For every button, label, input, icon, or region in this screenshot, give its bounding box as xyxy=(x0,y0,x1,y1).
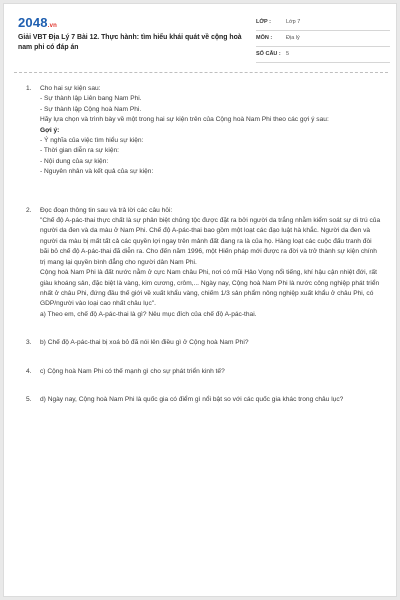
question-number: 1. xyxy=(26,85,32,92)
q1-line: - Sự thành lập Cộng hoà Nam Phi. xyxy=(40,105,142,113)
header-divider xyxy=(14,72,388,73)
hint-label: Gợi ý: xyxy=(40,126,60,134)
question-4 xyxy=(26,367,382,377)
question-3 xyxy=(26,338,382,348)
hint-item: - Nội dung của sự kiện: xyxy=(40,157,109,165)
q2-sub-question-a: a) Theo em, chế độ A-pác-thai là gì? Nêu mục đích của chế độ A-pác-thai. xyxy=(40,310,257,318)
q1-line: Hãy lựa chọn và trình bày về một trong hai sự kiện trên của Cộng hoà Nam Phi theo các gợi ý sau: xyxy=(40,116,329,124)
question-1 xyxy=(26,84,382,178)
meta-label-subject: MÔN : xyxy=(256,35,273,41)
q2-paragraph-2: Cộng hoà Nam Phi là đất nước nằm ở cực Nam châu Phi, nơi có mũi Hảo Vọng nổi tiếng, khí hậu cận nhiệt đới, rất giàu khoáng sản, đặc biệt là vàng, kim cương, crôm,... Ngày nay, Cộng hoà Nam Phi là nước công nghiệp phát triển nhất ở châu Phi, đứng đầu thế giới về xuất khẩu vàng, chiếm 1/3 sản phẩm nông nghiệp xuất khẩu ở châu Phi, có GDP/người vào loại cao nhất châu lục". xyxy=(40,269,380,308)
hint-item: - Thời gian diễn ra sự kiện: xyxy=(40,147,119,155)
page-header xyxy=(4,4,398,68)
question-list xyxy=(26,84,382,405)
meta-row-subject xyxy=(256,32,390,47)
q3-text: b) Chế độ A-pác-thai bị xoá bỏ đã nói lên điều gì ở Cộng hoà Nam Phi? xyxy=(40,339,249,347)
question-2 xyxy=(26,206,382,320)
meta-value-count: 5 xyxy=(286,51,290,57)
question-number: 4. xyxy=(26,367,32,375)
meta-value-class: Lớp 7 xyxy=(286,19,301,25)
logo-suffix: .vn xyxy=(47,23,58,29)
q1-line: Cho hai sự kiện sau: xyxy=(40,85,101,92)
q2-paragraph-1: "Chế độ A-pác-thai thực chất là sự phân biệt chủng tộc được đặt ra bởi người da trắng nhằm kiểm soát sự di trú của người da đen và da màu ở Nam Phi. Chế độ A-pác-thai bao gồm một loạt các đạo luật hà khắc. Người da đen và người da màu bị mất tất cả các quyền lợi ngay trên mảnh đất đang ra là của họ. Hàng loạt các cuộc đấu tranh đòi bãi bỏ chế độ A-pác-thai đã diễn ra. Cho đến năm 1996, một Hiến pháp mới được ra đời và trở thành sự kiện chính trị mang lại quyền bình đẳng cho người dân Nam Phi. xyxy=(40,217,381,266)
q5-text: d) Ngày nay, Cộng hoà Nam Phi là quốc gia có điểm gì nổi bật so với các quốc gia khác trong châu lục? xyxy=(40,395,344,403)
meta-row-class xyxy=(256,16,390,31)
q4-text: c) Cộng hoà Nam Phi có thế mạnh gì cho sự phát triển kinh tế? xyxy=(40,367,225,375)
q1-line: - Sự thành lập Liên bang Nam Phi. xyxy=(40,95,142,103)
hint-item: - Nguyên nhân và kết quả của sự kiện: xyxy=(40,168,154,176)
question-number: 2. xyxy=(26,206,32,214)
question-number: 3. xyxy=(26,339,32,347)
question-number: 5. xyxy=(26,395,32,403)
worksheet-page xyxy=(3,3,397,597)
meta-label-count: SỐ CÂU : xyxy=(256,51,281,57)
hint-item: - Ý nghĩa của việc tìm hiểu sự kiện: xyxy=(40,137,144,145)
document-title: Giải VBT Địa Lý 7 Bài 12. Thực hành: tìm hiểu khái quát về cộng hoà nam phi có đáp án xyxy=(18,34,242,51)
site-logo[interactable] xyxy=(18,15,57,30)
q2-intro: Đọc đoạn thông tin sau và trả lời các câu hỏi: xyxy=(40,206,173,214)
meta-row-count xyxy=(256,48,390,63)
meta-label-class: LỚP : xyxy=(256,19,271,25)
meta-table xyxy=(256,16,390,64)
question-5 xyxy=(26,395,382,405)
meta-value-subject: Địa lý xyxy=(286,35,300,41)
logo-main: 2048 xyxy=(18,15,48,30)
